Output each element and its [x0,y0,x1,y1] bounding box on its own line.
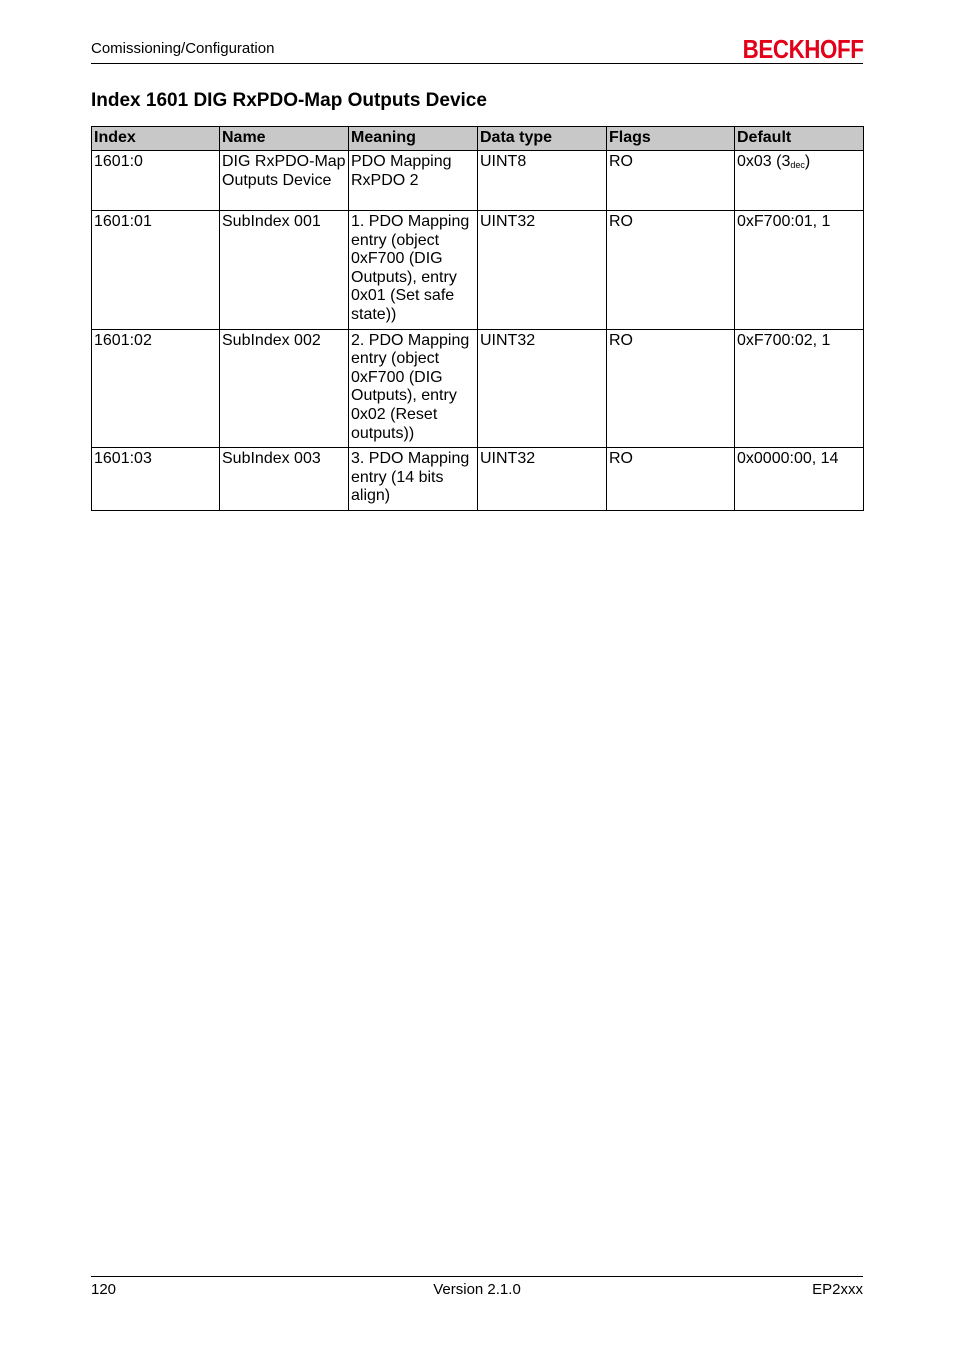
column-header-meaning: Meaning [349,127,478,151]
document-version: Version 2.1.0 [433,1281,521,1298]
page-number: 120 [91,1281,117,1298]
cell-meaning: PDO Mapping RxPDO 2 [349,151,478,211]
cell-flags: RO [607,211,735,330]
cell-meaning: 1. PDO Mapping entry (object 0xF700 (DIG Outputs), entry 0x01 (Set safe state)) [349,211,478,330]
default-subscript: dec [790,160,805,170]
table-header-row [92,127,864,151]
cell-meaning: 2. PDO Mapping entry (object 0xF700 (DIG Outputs), entry 0x02 (Reset outputs)) [349,329,478,448]
cell-index: 1601:01 [92,211,220,330]
table-row [92,329,864,448]
header-divider [91,63,863,64]
cell-flags: RO [607,151,735,211]
footer-divider [91,1276,863,1277]
cell-default: 0xF700:01, 1 [735,211,864,330]
cell-meaning: 3. PDO Mapping entry (14 bits align) [349,448,478,511]
column-header-flags: Flags [607,127,735,151]
column-header-data-type: Data type [478,127,607,151]
cell-index: 1601:0 [92,151,220,211]
default-suffix: ) [804,153,811,170]
column-header-name: Name [220,127,349,151]
column-header-index: Index [92,127,220,151]
cell-data-type: UINT32 [478,211,607,330]
cell-name: SubIndex 002 [220,329,349,448]
cell-index: 1601:02 [92,329,220,448]
default-value: 0x03 (3 [737,153,791,170]
object-dictionary-table [91,126,864,511]
table-row [92,151,864,211]
table-row [92,211,864,330]
cell-index: 1601:03 [92,448,220,511]
cell-flags: RO [607,329,735,448]
table-row [92,448,864,511]
column-header-default: Default [735,127,864,151]
cell-default: 0xF700:02, 1 [735,329,864,448]
cell-default [735,151,864,211]
cell-data-type: UINT32 [478,329,607,448]
cell-default: 0x0000:00, 14 [735,448,864,511]
cell-name: DIG RxPDO-Map Outputs Device [220,151,349,211]
cell-name: SubIndex 001 [220,211,349,330]
cell-data-type: UINT32 [478,448,607,511]
page-heading: Index 1601 DIG RxPDO-Map Outputs Device [91,90,487,111]
cell-data-type: UINT8 [478,151,607,211]
product-name: EP2xxx [812,1281,863,1298]
beckhoff-logo: BECKHOFF [742,34,863,64]
cell-flags: RO [607,448,735,511]
header-section-title: Comissioning/Configuration [91,40,275,57]
cell-name: SubIndex 003 [220,448,349,511]
